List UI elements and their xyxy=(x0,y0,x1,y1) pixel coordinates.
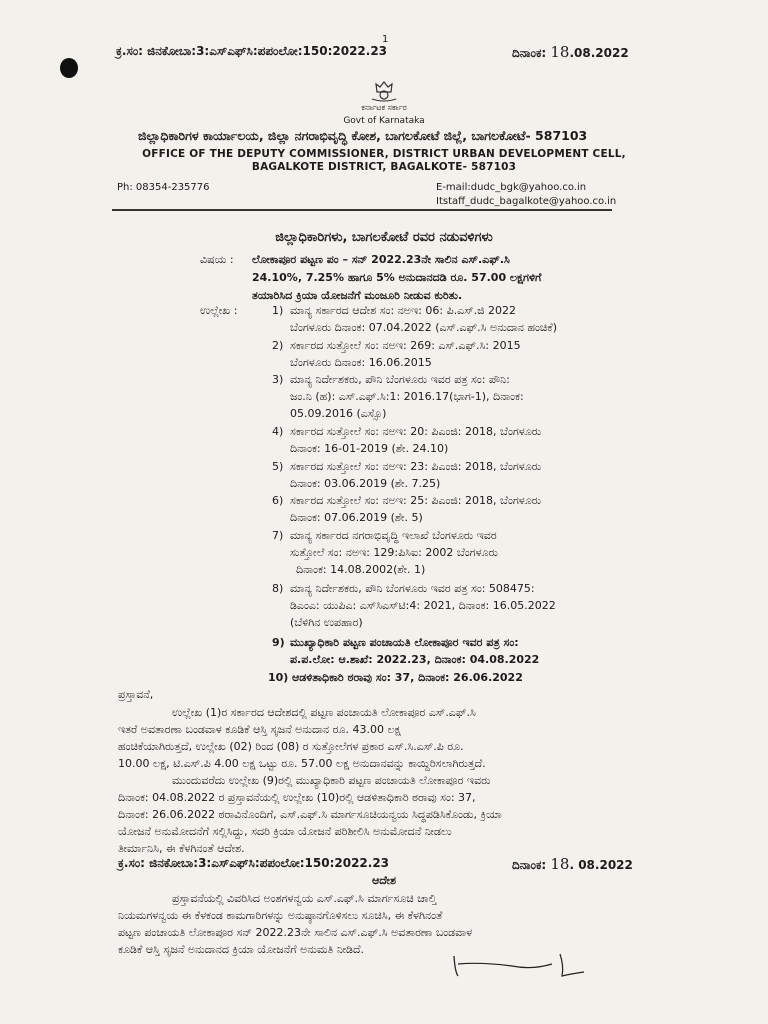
reference-number: ಕ್ರ.ಸಂ: ಜಿನಕೋಬಾ:3:ಎಸ್‌ಎಫ್‌ಸಿ:ಪಪಂಲೋ:150:2022.23 xyxy=(116,44,388,58)
reference-number-item: 5) xyxy=(272,460,284,473)
header-divider xyxy=(112,209,612,211)
preamble-line: ತೀರ್ಮಾನಿಸಿ, ಈ ಕೆಳಗಿನಂತೆ ಆದೇಶ. xyxy=(118,842,245,855)
preamble-line: ದಿನಾಂಕ: 26.06.2022 ಠರಾವಿನೊಂದಿಗೆ, ಎಸ್.ಎಫ್.ಸಿ ಮಾರ್ಗಸೂಚಿಯನ್ವಯ ಸಿದ್ಧಪಡಿಸಿಕೊಂಡು, ಕ್ರಿಯಾ xyxy=(118,808,502,821)
preamble-line: ಉಲ್ಲೇಖ (1)ರ ಸರ್ಕಾರದ ಆದೇಶದಲ್ಲಿ ಪಟ್ಟಣ ಪಂಚಾಯತಿ ಲೋಕಾಪೂರ ಎಸ್.ಎಫ್.ಸಿ xyxy=(172,706,476,719)
reference-line: ದಿನಾಂಕ: 14.08.2002(ಶೇ. 1) xyxy=(296,563,426,576)
preamble-line: ಹಂಚಿಕೆಯಾಗಿರುತ್ತದೆ, ಉಲ್ಲೇಖ (02) ರಿಂದ (08) ರ ಸುತ್ತೋಲೆಗಳ ಪ್ರಕಾರ ಎಸ್.ಸಿ.ಎಸ್.ಪಿ ರೂ. xyxy=(118,740,464,753)
reference-number-item: 3) xyxy=(272,373,284,386)
reference-number-item: 9) xyxy=(272,636,285,649)
reference-line: ಸರ್ಕಾರದ ಸುತ್ತೋಲೆ ಸಂ: ನಅಇ: 25: ಪಿಎಂಜಿ: 2018, ಬೆಂಗಳೂರು xyxy=(290,494,542,507)
reference-line: ದಿನಾಂಕ: 07.06.2019 (ಶೇ. 5) xyxy=(290,511,423,524)
reference-number-item: 1) xyxy=(272,304,284,317)
reference-number-item: 4) xyxy=(272,425,284,438)
date-day-handwritten: 18 xyxy=(550,855,570,873)
order-heading: ಆದೇಶ xyxy=(371,874,396,887)
reference-number-item: 8) xyxy=(272,582,284,595)
reference-line: ಸುತ್ತೋಲೆ ಸಂ: ನಅಇ: 129:ಪಿಸಿಐ: 2002 ಬೆಂಗಳೂರು xyxy=(290,546,498,559)
order-line: ನಿಯಮಗಳನ್ವಯ ಈ ಕೆಳಕಂಡ ಕಾಮಗಾರಿಗಳನ್ನು ಅನುಷ್ಠಾನಗೊಳಿಸಲು ಸೂಚಿಸಿ, ಈ ಕೆಳಗಿನಂತೆ xyxy=(118,909,443,922)
reference-line: ಸರ್ಕಾರದ ಸುತ್ತೋಲೆ ಸಂ: ನಅಇ: 23: ಪಿಎಂಜಿ: 2018, ಬೆಂಗಳೂರು xyxy=(290,460,542,473)
order-line: ಪಟ್ಟಣ ಪಂಚಾಯತಿ ಲೋಕಾಪೂರ ಸನ್ 2022.23ನೇ ಸಾಲಿನ ಎಸ್.ಎಫ್.ಸಿ ಅವತಾರಣಾ ಬಂಡವಾಳ xyxy=(118,926,473,939)
reference-line: ಮಾನ್ಯ ಸರ್ಕಾರದ ಆದೇಶ ಸಂ: ನಅಇ: 06: ಪಿ.ಎಸ್.ಜಿ 2022 xyxy=(290,304,516,317)
preamble-line: ಇತರೆ ಅವತಾರಣಾ ಬಂಡವಾಳ ಕೂಡಿಕೆ ಆಸ್ತಿ ಸೃಜನೆ ಅನುದಾನ ರೂ. 43.00 ಲಕ್ಷ xyxy=(118,723,401,736)
reference-line: ಮುಖ್ಯಾಧಿಕಾರಿ ಪಟ್ಟಣ ಪಂಚಾಯತಿ ಲೋಕಾಪೂರ ಇವರ ಪತ್ರ ಸಂ: xyxy=(290,636,519,649)
emblem-caption-kannada: ಕರ್ನಾಟಕ ಸರ್ಕಾರ xyxy=(361,103,407,112)
date-label: ದಿನಾಂಕ: xyxy=(512,46,547,60)
reference-line: 05.09.2016 (ಎಸ್ಸೊ) xyxy=(290,407,387,420)
date-label: ದಿನಾಂಕ: xyxy=(512,858,547,872)
reference-line: ಮಾನ್ಯ ನಿರ್ದೇಶಕರು, ಪೌನಿ ಬೆಂಗಳೂರು ಇವರ ಪತ್ರ ಸಂ: 508475: xyxy=(290,582,535,595)
issue-date xyxy=(512,43,629,61)
subject-label: ವಿಷಯ : xyxy=(200,253,234,266)
proceedings-title: ಜಿಲ್ಲಾಧಿಕಾರಿಗಳು, ಬಾಗಲಕೋಟೆ ರವರ ನಡುವಳಿಗಳು xyxy=(275,230,493,245)
office-name-english-line1: OFFICE OF THE DEPUTY COMMISSIONER, DISTRICT URBAN DEVELOPMENT CELL, xyxy=(142,148,626,160)
office-name-kannada: ಜಿಲ್ಲಾಧಿಕಾರಿಗಳ ಕಾರ್ಯಾಲಯ, ಜಿಲ್ಲಾ ನಗರಾಭಿವೃದ್ಧಿ ಕೋಶ, ಬಾಗಲಕೋಟೆ ಜಿಲ್ಲೆ, ಬಾಗಲಕೋಟೆ- 587103 xyxy=(138,128,588,143)
preamble-line: ದಿನಾಂಕ: 04.08.2022 ರ ಪ್ರಸ್ತಾವನೆಯಲ್ಲಿ ಉಲ್ಲೇಖ (10)ರಲ್ಲಿ ಆಡಳಿತಾಧಿಕಾರಿ ಠರಾವು ಸಂ: 37, xyxy=(118,791,476,804)
date-rest: .08.2022 xyxy=(569,46,629,60)
order-reference-number: ಕ್ರ.ಸಂ: ಜಿನಕೋಬಾ:3:ಎಸ್‌ಎಫ್‌ಸಿ:ಪಪಂಲೋ:150:2022.23 xyxy=(118,856,390,870)
date-day-handwritten: 18 xyxy=(550,43,570,61)
preamble-line: 10.00 ಲಕ್ಷ, ಟಿ.ಎಸ್.ಪಿ 4.00 ಲಕ್ಷ ಒಟ್ಟು ರೂ. 57.00 ಲಕ್ಷ ಅನುದಾನವನ್ನು ಕಾಯ್ದಿರಿಸಲಾಗಿರುತ್ತದೆ. xyxy=(118,757,486,770)
reference-line: ಬೆಂಗಳೂರು ದಿನಾಂಕ: 16.06.2015 xyxy=(290,356,432,369)
order-date xyxy=(512,855,633,873)
order-line: ಪ್ರಸ್ತಾವನೆಯಲ್ಲಿ ವಿವರಿಸಿದ ಅಂಶಗಳನ್ವಯ ಎಸ್.ಎಫ್.ಸಿ ಮಾರ್ಗಸೂಚಿ ಚಾಲ್ತಿ xyxy=(172,892,437,905)
reference-line: ಆಡಳಿತಾಧಿಕಾರಿ ಠರಾವು ಸಂ: 37, ದಿನಾಂಕ: 26.06.2022 xyxy=(292,671,523,684)
reference-line: ಮಾನ್ಯ ಸರ್ಕಾರದ ನಗರಾಭಿವೃದ್ಧಿ ಇಲಾಖೆ ಬೆಂಗಳೂರು ಇವರ xyxy=(290,529,497,542)
references-label: ಉಲ್ಲೇಖ : xyxy=(200,304,238,317)
emblem-caption-english: Govt of Karnataka xyxy=(343,116,425,126)
reference-number-item: 10) xyxy=(268,671,289,684)
reference-number-item: 2) xyxy=(272,339,284,352)
punch-hole xyxy=(60,58,78,78)
reference-line: (ಬೆಳಿಗಿನ ಉಪಹಾರ) xyxy=(290,616,363,629)
office-name-english-line2: BAGALKOTE DISTRICT, BAGALKOTE- 587103 xyxy=(251,161,517,173)
subject-line: ತಯಾರಿಸಿದ ಕ್ರಿಯಾ ಯೋಜನೆಗೆ ಮಂಜೂರಿ ನೀಡುವ ಕುರಿತು. xyxy=(252,289,463,302)
reference-line: ಸರ್ಕಾರದ ಸುತ್ತೋಲೆ ಸಂ: ನಅಇ: 269: ಎಸ್.ಎಫ್.ಸಿ: 2015 xyxy=(290,339,521,352)
preamble-heading: ಪ್ರಸ್ತಾವನೆ, xyxy=(118,688,154,701)
page-number: 1 xyxy=(382,34,389,45)
preamble-line: ಮುಂದುವರೆದು ಉಲ್ಲೇಖ (9)ರಲ್ಲಿ ಮುಖ್ಯಾಧಿಕಾರಿ ಪಟ್ಟಣ ಪಂಚಾಯತಿ ಲೋಕಾಪೂರ ಇವರು xyxy=(172,774,491,787)
reference-line: ಜಂ.ನಿ (ಹ): ಎಸ್.ಎಫ್.ಸಿ:1: 2016.17(ಭಾಗ-1), ದಿನಾಂಕ: xyxy=(290,390,524,403)
subject-line: ಲೋಕಾಪೂರ ಪಟ್ಟಣ ಪಂ – ಸನ್ 2022.23ನೇ ಸಾಲಿನ ಎಸ್.ಎಫ್.ಸಿ xyxy=(252,253,510,266)
reference-line: ದಿನಾಂಕ: 16-01-2019 (ಶೇ. 24.10) xyxy=(290,442,449,455)
subject-line: 24.10%, 7.25% ಹಾಗೂ 5% ಅನುದಾನದಡಿ ರೂ. 57.00 ಲಕ್ಷಗಳಿಗೆ xyxy=(252,271,542,284)
reference-line: ಡಿಎಂಎ: ಯುಪಿಎ: ಎಸ್‌ಸಿಎಸ್‌ಟಿ:4: 2021, ದಿನಾಂಕ: 16.05.2022 xyxy=(290,599,556,612)
reference-line: ಬೆಂಗಳೂರು ದಿನಾಂಕ: 07.04.2022 (ಎಸ್.ಎಫ್.ಸಿ ಅನುದಾನ ಹಂಚಿಕೆ) xyxy=(290,321,557,334)
reference-line: ಮಾನ್ಯ ನಿರ್ದೇಶಕರು, ಪೌನಿ ಬೆಂಗಳೂರು ಇವರ ಪತ್ರ ಸಂ: ಪೌನಿ: xyxy=(290,373,510,386)
reference-number-item: 6) xyxy=(272,494,284,507)
reference-line: ಸರ್ಕಾರದ ಸುತ್ತೋಲೆ ಸಂ: ನಅಇ: 20: ಪಿಎಂಜಿ: 2018, ಬೆಂಗಳೂರು xyxy=(290,425,542,438)
office-email-2: Itstaff_dudc_bagalkote@yahoo.co.in xyxy=(436,196,617,207)
karnataka-emblem-icon xyxy=(364,80,404,102)
order-line: ಕೂಡಿಕೆ ಆಸ್ತಿ ಸೃಜನೆ ಅನುದಾನದ ಕ್ರಿಯಾ ಯೋಜನೆಗೆ ಅನುಮತಿ ನೀಡಿದೆ. xyxy=(118,943,364,956)
reference-line: ಪ.ಪ.ಲೋ: ಆ.ಶಾಖೆ: 2022.23, ದಿನಾಂಕ: 04.08.2022 xyxy=(290,653,540,666)
office-email-1: E-mail:dudc_bgk@yahoo.co.in xyxy=(436,182,587,193)
reference-line: ದಿನಾಂಕ: 03.06.2019 (ಶೇ. 7.25) xyxy=(290,477,441,490)
signature-mark xyxy=(452,950,602,980)
date-rest: . 08.2022 xyxy=(569,858,633,872)
preamble-line: ಯೋಜನೆ ಅನುಮೋದನೆಗೆ ಸಲ್ಲಿಸಿದ್ದು, ಸದರಿ ಕ್ರಿಯಾ ಯೋಜನೆ ಪರಿಶೀಲಿಸಿ ಅನುಮೋದನೆ ನೀಡಲು xyxy=(118,825,452,838)
reference-number-item: 7) xyxy=(272,529,284,542)
office-phone: Ph: 08354-235776 xyxy=(117,182,210,193)
